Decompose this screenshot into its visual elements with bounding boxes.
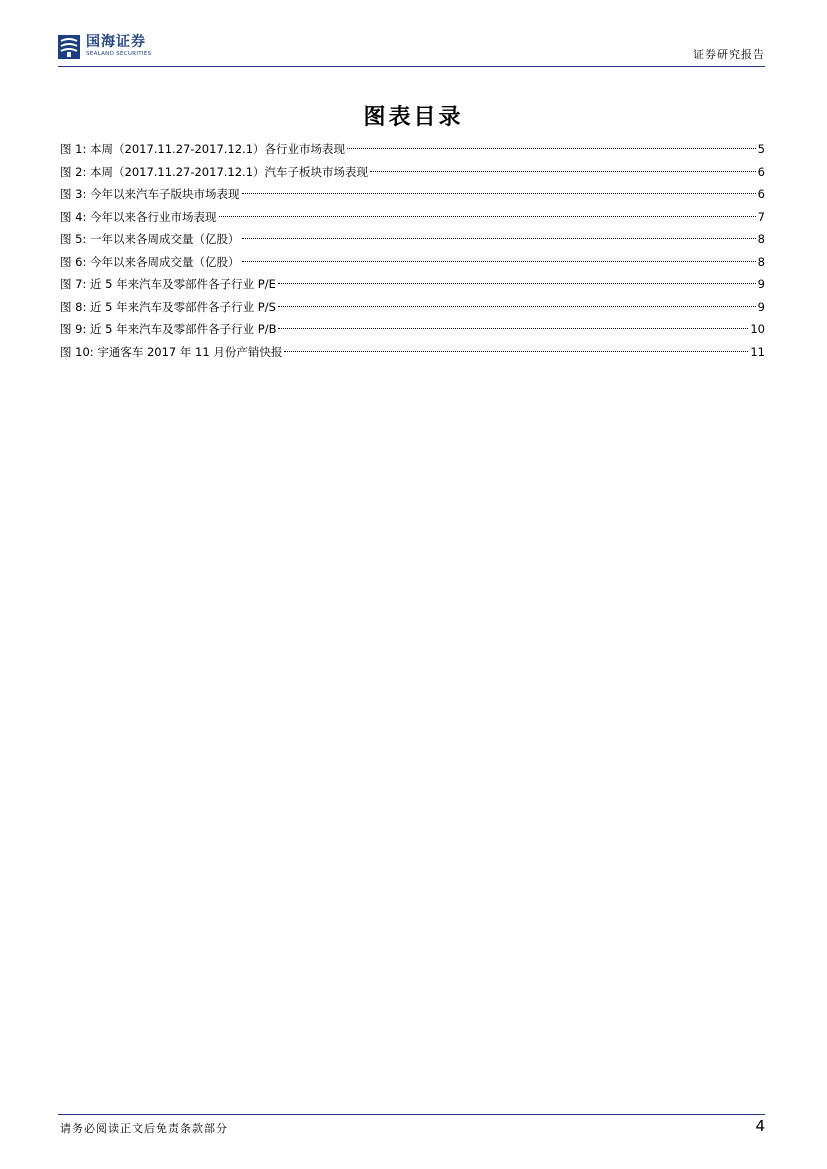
toc-entry-page[interactable]: 8 <box>757 232 765 246</box>
toc-leader-dots <box>370 171 756 172</box>
toc-leader-dots <box>347 148 756 149</box>
toc-entry[interactable] <box>60 273 765 296</box>
sealand-logo-icon <box>58 35 80 59</box>
toc-entry[interactable] <box>60 251 765 274</box>
toc-entry-label[interactable]: 图 3: 今年以来汽车子版块市场表现 <box>60 187 240 201</box>
page-number: 4 <box>755 1117 765 1135</box>
toc-entry-page[interactable]: 6 <box>757 164 765 179</box>
toc-entry-page[interactable]: 10 <box>750 322 765 336</box>
toc-entry-label[interactable]: 图 6: 今年以来各周成交量（亿股） <box>60 254 240 269</box>
toc-entry-label[interactable]: 图 7: 近 5 年来汽车及零部件各子行业 P/E <box>60 277 276 291</box>
page-header <box>58 34 765 64</box>
toc-entry[interactable] <box>60 206 765 229</box>
toc-entry-label[interactable]: 图 1: 本周（2017.11.27-2017.12.1）各行业市场表现 <box>60 142 346 156</box>
toc-entry[interactable] <box>60 296 765 319</box>
toc-entry-page[interactable]: 9 <box>757 277 765 291</box>
toc-entry-page[interactable]: 8 <box>757 254 765 269</box>
brand-logo <box>58 34 151 59</box>
report-type-label: 证券研究报告 <box>693 48 765 61</box>
footer-disclaimer: 请务必阅读正文后免责条款部分 <box>60 1122 228 1135</box>
toc-title: 图表目录 <box>363 105 464 130</box>
toc-leader-dots <box>242 193 756 194</box>
toc-entry[interactable] <box>60 183 765 206</box>
toc-entry[interactable] <box>60 138 765 161</box>
toc-leader-dots <box>278 328 748 329</box>
toc-entry[interactable] <box>60 341 765 364</box>
toc-leader-dots <box>242 238 756 239</box>
toc-entry-page[interactable]: 9 <box>757 299 765 314</box>
toc-entry-label[interactable]: 图 2: 本周（2017.11.27-2017.12.1）汽车子板块市场表现 <box>60 164 369 179</box>
toc-entry-label[interactable]: 图 4: 今年以来各行业市场表现 <box>60 209 217 224</box>
header-divider <box>58 66 765 67</box>
toc-leader-dots <box>278 283 756 284</box>
toc-entry-label[interactable]: 图 9: 近 5 年来汽车及零部件各子行业 P/B <box>60 322 277 336</box>
toc-leader-dots <box>219 216 756 217</box>
toc-entry[interactable] <box>60 318 765 341</box>
toc-entry[interactable] <box>60 161 765 184</box>
toc-entry-label[interactable]: 图 5: 一年以来各周成交量（亿股） <box>60 232 240 246</box>
footer-divider <box>58 1114 765 1115</box>
toc-entry-label[interactable]: 图 10: 宇通客车 2017 年 11 月份产销快报 <box>60 344 283 359</box>
toc-entry-page[interactable]: 11 <box>750 344 765 359</box>
brand-name-cn: 国海证券 <box>86 34 146 50</box>
toc-leader-dots <box>242 261 756 262</box>
toc-leader-dots <box>278 306 756 307</box>
toc-entry-page[interactable]: 7 <box>757 209 765 224</box>
toc-entry-page[interactable]: 6 <box>757 187 765 201</box>
toc-entry-label[interactable]: 图 8: 近 5 年来汽车及零部件各子行业 P/S <box>60 299 276 314</box>
toc-entry-page[interactable]: 5 <box>757 142 765 156</box>
brand-name-en: SEALAND SECURITIES <box>86 51 152 57</box>
toc-leader-dots <box>284 351 748 352</box>
figure-toc-list <box>60 138 765 363</box>
toc-entry[interactable] <box>60 228 765 251</box>
